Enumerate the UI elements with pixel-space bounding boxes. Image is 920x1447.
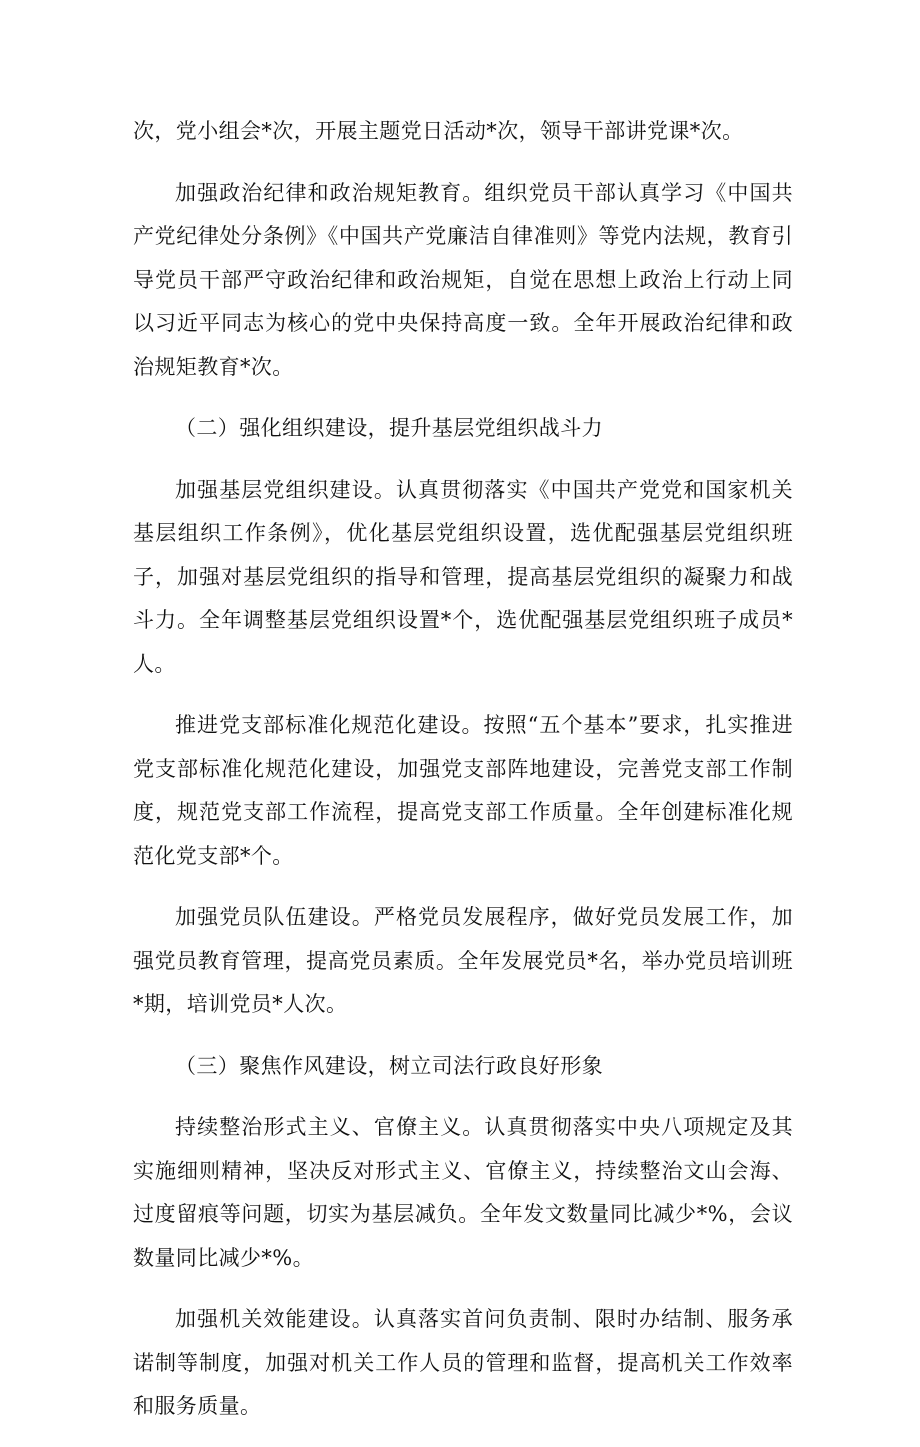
paragraph-efficiency: 加强机关效能建设。认真落实首问负责制、限时办结制、服务承诺制等制度，加强对机关工作人员的管理和监督，提高机关工作效率和服务质量。: [133, 1307, 793, 1418]
section-heading-work-style: （三）聚焦作风建设，树立司法行政良好形象: [175, 1053, 603, 1078]
paragraph-formalism: 持续整治形式主义、官僚主义。认真贯彻落实中央八项规定及其实施细则精神，坚决反对形式主义、官僚主义，持续整治文山会海、过度留痕等问题，切实为基层减负。全年发文数量同比减少*%，会议数量同比减少*%。: [133, 1115, 793, 1270]
document-body: [133, 110, 793, 1447]
paragraph-member-team: 加强党员队伍建设。严格党员发展程序，做好党员发展工作，加强党员教育管理，提高党员素质。全年发展党员*名，举办党员培训班*期，培训党员*人次。: [133, 905, 793, 1016]
section-heading-organization: （二）强化组织建设，提升基层党组织战斗力: [175, 416, 603, 440]
paragraph-political-discipline: 加强政治纪律和政治规矩教育。组织党员干部认真学习《中国共产党纪律处分条例》《中国共产党廉洁自律准则》等党内法规，教育引导党员干部严守政治纪律和政治规矩，自觉在思想上政治上行动上同以习近平同志为核心的党中央保持高度一致。全年开展政治纪律和政治规矩教育*次。: [133, 180, 793, 379]
paragraph-grassroots-organization: 加强基层党组织建设。认真贯彻落实《中国共产党党和国家机关基层组织工作条例》，优化基层党组织设置，选优配强基层党组织班子，加强对基层党组织的指导和管理，提高基层党组织的凝聚力和战斗力。全年调整基层党组织设置*个，选优配强基层党组织班子成员*人。: [133, 477, 793, 676]
paragraph-branch-standardization: 推进党支部标准化规范化建设。按照“五个基本”要求，扎实推进党支部标准化规范化建设，加强党支部阵地建设，完善党支部工作制度，规范党支部工作流程，提高党支部工作质量。全年创建标准化规范化党支部*个。: [133, 713, 793, 868]
paragraph-continuation: 次，党小组会*次，开展主题党日活动*次，领导干部讲党课*次。: [133, 119, 744, 143]
